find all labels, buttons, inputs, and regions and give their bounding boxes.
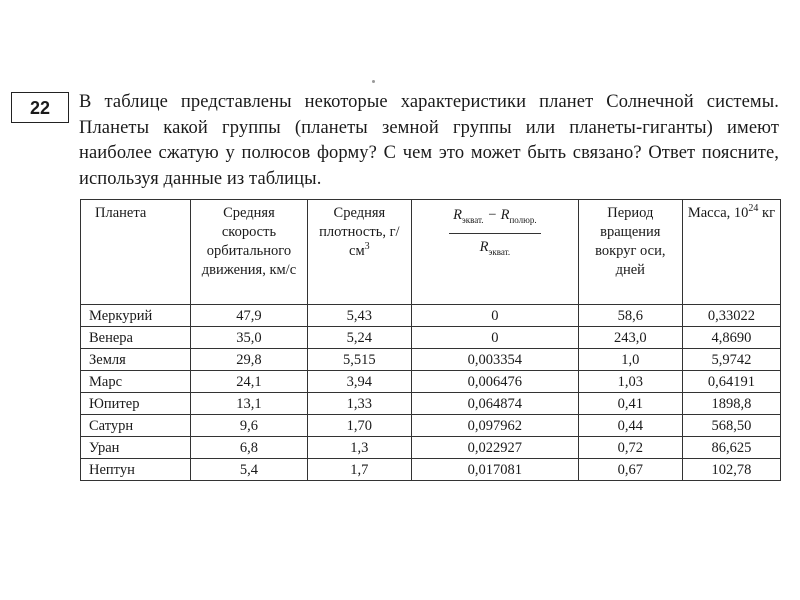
cell-planet: Нептун [81,459,191,481]
header-mass [682,200,780,305]
cell-period: 58,6 [578,305,682,327]
cell-ratio: 0,097962 [412,415,579,437]
cell-ratio: 0,022927 [412,437,579,459]
ratio-sub2: полюр. [509,214,537,225]
cell-density: 1,3 [307,437,411,459]
cell-density: 1,33 [307,393,411,415]
cell-mass: 0,64191 [682,371,780,393]
cell-planet: Юпитер [81,393,191,415]
cell-planet: Марс [81,371,191,393]
cell-period: 1,0 [578,349,682,371]
header-period: Период вращения вокруг оси, дней [578,200,682,305]
cell-planet: Меркурий [81,305,191,327]
cell-mass: 4,8690 [682,327,780,349]
cell-period: 0,41 [578,393,682,415]
table-row [81,393,781,415]
table-row [81,349,781,371]
cell-period: 243,0 [578,327,682,349]
ratio-numerator [449,206,541,234]
cell-speed: 6,8 [191,437,307,459]
cell-density: 3,94 [307,371,411,393]
ratio-r2: R [500,207,510,223]
ratio-minus: − [483,207,501,223]
cell-period: 1,03 [578,371,682,393]
cell-mass: 568,50 [682,415,780,437]
cell-speed: 24,1 [191,371,307,393]
cell-speed: 5,4 [191,459,307,481]
cell-mass: 0,33022 [682,305,780,327]
cell-planet: Сатурн [81,415,191,437]
planet-table [80,199,781,481]
table-row [81,327,781,349]
cell-density: 5,43 [307,305,411,327]
question-text: В таблице представлены некоторые характеристики планет Солнечной системы. Планеты какой группы (планеты земной группы или планеты-гиганты) имеют наиболее сжатую у полюсов форму? С чем это может быть связано? Ответ поясните, используя данные из таблицы. [79,92,779,189]
cell-density: 1,70 [307,415,411,437]
table-row [81,415,781,437]
cell-planet: Уран [81,437,191,459]
cell-mass: 86,625 [682,437,780,459]
cell-period: 0,72 [578,437,682,459]
cell-mass: 5,9742 [682,349,780,371]
cell-period: 0,67 [578,459,682,481]
header-planet: Планета [81,200,191,305]
cell-density: 1,7 [307,459,411,481]
table-row [81,459,781,481]
cell-speed: 9,6 [191,415,307,437]
table-row [81,437,781,459]
cell-ratio: 0,003354 [412,349,579,371]
cell-ratio: 0,064874 [412,393,579,415]
header-mass-label: Масса, 10 [687,205,749,221]
ratio-sub3: экват. [488,246,511,257]
header-ratio [412,200,579,305]
table-row [81,305,781,327]
header-density [307,200,411,305]
ratio-r3: R [479,238,489,255]
header-density-sup: 3 [364,241,370,253]
cell-mass: 1898,8 [682,393,780,415]
ratio-denominator [449,234,541,262]
cell-ratio: 0,006476 [412,371,579,393]
cell-density: 5,24 [307,327,411,349]
ratio-r1: R [453,207,462,223]
cell-density: 5,515 [307,349,411,371]
cell-speed: 29,8 [191,349,307,371]
cell-speed: 47,9 [191,305,307,327]
table-header-row [81,200,781,305]
cell-planet: Венера [81,327,191,349]
cell-ratio: 0,017081 [412,459,579,481]
cell-ratio: 0 [412,305,579,327]
header-density-label: Средняя плотность, г/см [319,205,400,259]
header-mass-unit: кг [758,205,776,221]
header-speed: Средняя скорость орбитального движения, км/с [191,200,307,305]
cell-ratio: 0 [412,327,579,349]
ratio-sub1: экват. [461,214,484,225]
cell-period: 0,44 [578,415,682,437]
table-row [81,371,781,393]
cell-speed: 35,0 [191,327,307,349]
question-number: 22 [11,92,69,123]
ratio-formula [449,206,541,262]
cell-mass: 102,78 [682,459,780,481]
cell-planet: Земля [81,349,191,371]
cell-speed: 13,1 [191,393,307,415]
scan-dot [372,80,375,83]
header-mass-sup: 24 [748,203,759,215]
